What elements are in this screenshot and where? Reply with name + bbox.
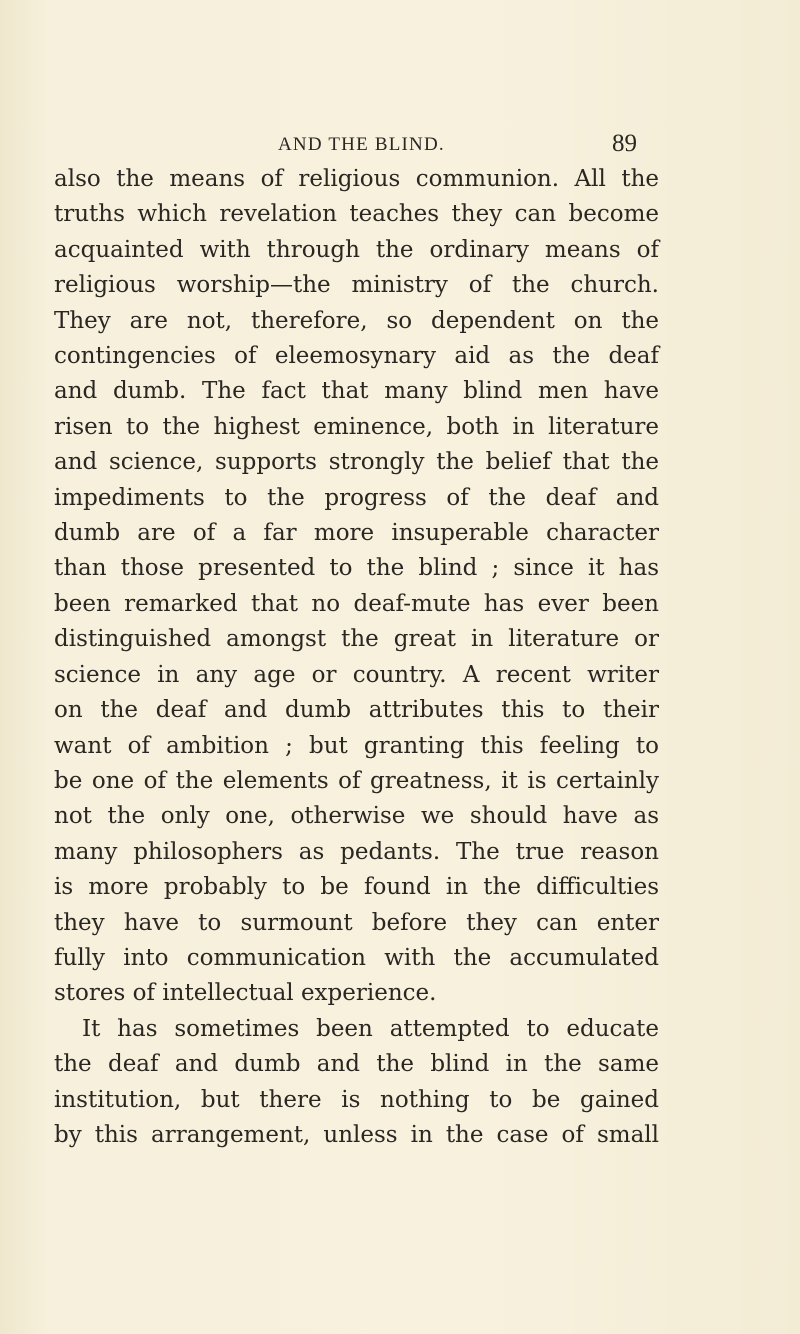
text-line: They are not, therefore, so dependent on the	[54, 307, 659, 334]
text-line: distinguished amongst the great in literature or	[54, 626, 659, 653]
text-line: want of ambition ; but granting this feeling to	[54, 732, 659, 759]
text-line-paragraph-start: It has sometimes been attempted to educate	[82, 1015, 659, 1042]
text-line-last-of-paragraph: stores of intellectual experience.	[54, 980, 437, 1007]
text-line: not the only one, otherwise we should have as	[54, 803, 659, 830]
text-line: contingencies of eleemosynary aid as the deaf	[54, 343, 659, 370]
text-line: be one of the elements of greatness, it is certainly	[54, 767, 659, 794]
text-line: truths which revelation teaches they can become	[54, 201, 659, 228]
text-line: fully into communication with the accumulated	[54, 944, 659, 971]
body-text	[54, 162, 659, 1153]
text-line: institution, but there is nothing to be gained	[54, 1086, 659, 1113]
text-line: and science, supports strongly the belief that the	[54, 449, 659, 476]
text-line: they have to surmount before they can enter	[54, 909, 659, 936]
text-line: and dumb. The fact that many blind men have	[54, 378, 659, 405]
text-line: dumb are of a far more insuperable character	[54, 520, 659, 547]
text-line: acquainted with through the ordinary means of	[54, 236, 659, 263]
text-line: been remarked that no deaf-mute has ever been	[54, 590, 659, 617]
text-line: impediments to the progress of the deaf and	[54, 484, 659, 511]
text-line: by this arrangement, unless in the case of small	[54, 1121, 659, 1148]
text-line: is more probably to be found in the difficulties	[54, 874, 659, 901]
running-title: AND THE BLIND.	[278, 134, 445, 155]
running-head	[0, 130, 800, 164]
text-line: risen to the highest eminence, both in literature	[54, 413, 659, 440]
text-line: than those presented to the blind ; since it has	[54, 555, 659, 582]
text-line: the deaf and dumb and the blind in the same	[54, 1051, 659, 1078]
text-line: also the means of religious communion. All the	[54, 166, 659, 192]
text-line: religious worship—the ministry of the church.	[54, 272, 659, 299]
page-number: 89	[612, 130, 637, 157]
text-line: on the deaf and dumb attributes this to their	[54, 697, 659, 724]
text-line: many philosophers as pedants. The true reason	[54, 838, 659, 865]
text-line: science in any age or country. A recent writer	[54, 661, 659, 688]
